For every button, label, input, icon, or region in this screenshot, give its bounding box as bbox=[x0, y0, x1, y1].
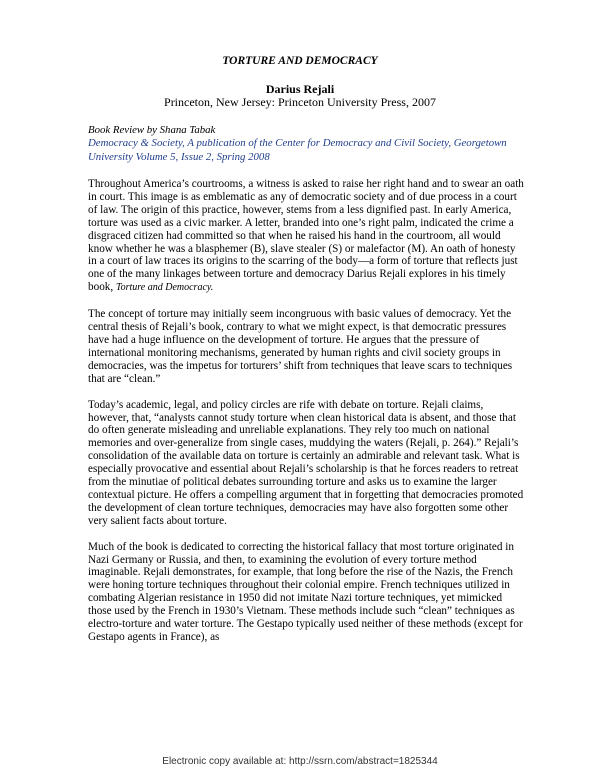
footer-note: Electronic copy available at: http://ssrn.com/abstract=1825344 bbox=[162, 756, 438, 767]
paragraph-1-text: Throughout America’s courtrooms, a witness is asked to raise her right hand and to swear an oath in court. This image is as emblematic as any of democratic society and of due process in a court of law. The origin of this practice, however, stems from a less dignified past. In early America, torture was used as a civic marker. A letter, branded into one’s right palm, indicated the crime a disgraced citizen had committed so that when he raised his hand in the courtroom, all would know whether he was a blasphemer (B), slave stealer (S) or malefactor (M). An oath of honesty in a court of law traces its origins to the scarring of the body—a form of torture that reflects just one of the many linkages between torture and democracy Darius Rejali explores in his timely book, bbox=[88, 178, 524, 294]
book-author: Darius Rejali bbox=[265, 82, 335, 96]
book-title: TORTURE AND DEMOCRACY bbox=[222, 55, 378, 67]
paragraph-2: The concept of torture may initially seem incongruous with basic values of democracy. Yet the central thesis of Rejali’s book, contrary to what we might expect, is that democratic pressures have had a huge influence on the development of torture. He argues that the pressure of international monitoring mechanisms, generated by human rights and civil society groups in democracies, was the impetus for torturers’ shift from techniques that leave scars to techniques that are “clean.” bbox=[88, 308, 513, 385]
book-title-inline: Torture and Democracy. bbox=[115, 282, 214, 294]
journal-citation: Democracy & Society, A publication of the Center for Democracy and Civil Society, Georgetown University Volume 5, Issue 2, Spring 2008 bbox=[88, 137, 507, 163]
paragraph-4: Much of the book is dedicated to correcting the historical fallacy that most torture originated in Nazi Germany or Russia, and then, to examining the evolution of every torture method imaginable. Rejali demonstrates, for example, that long before the rise of the Nazis, the French were honing torture techniques throughout their colonial empire. French techniques utilized in combating Algerian resistance in 1950 did not imitate Nazi torture techniques, yet mimicked those used by the French in 1930’s Vietnam. These methods include such “clean” techniques as electro-torture and water torture. The Gestapo typically used neither of these methods (except for Gestapo agents in France), as bbox=[88, 540, 523, 643]
review-byline: Book Review by Shana Tabak bbox=[88, 124, 216, 136]
paragraph-1 bbox=[88, 178, 524, 295]
paragraph-3: Today’s academic, legal, and policy circles are rife with debate on torture. Rejali claims, however, that, “analysts cannot study torture when clean historical data is absent, and those that do often generate misleading and unreliable explanations. They rely too much on national memories and over-generalize from single cases, muddying the waters (Rejali, p. 264).” Rejali’s consolidation of the available data on torture is certainly an admirable and relevant task. What is especially provocative and essential about Rejali’s scholarship is that he forces readers to retreat from the minutiae of political debates surrounding torture and asks us to examine the larger contextual picture. He offers a compelling argument that in forgetting that democracies promoted the development of clean torture techniques, democracies may have also forgotten some other very salient facts about torture. bbox=[88, 398, 524, 527]
review-body bbox=[88, 178, 524, 657]
book-publisher: Princeton, New Jersey: Princeton University Press, 2007 bbox=[164, 95, 436, 109]
